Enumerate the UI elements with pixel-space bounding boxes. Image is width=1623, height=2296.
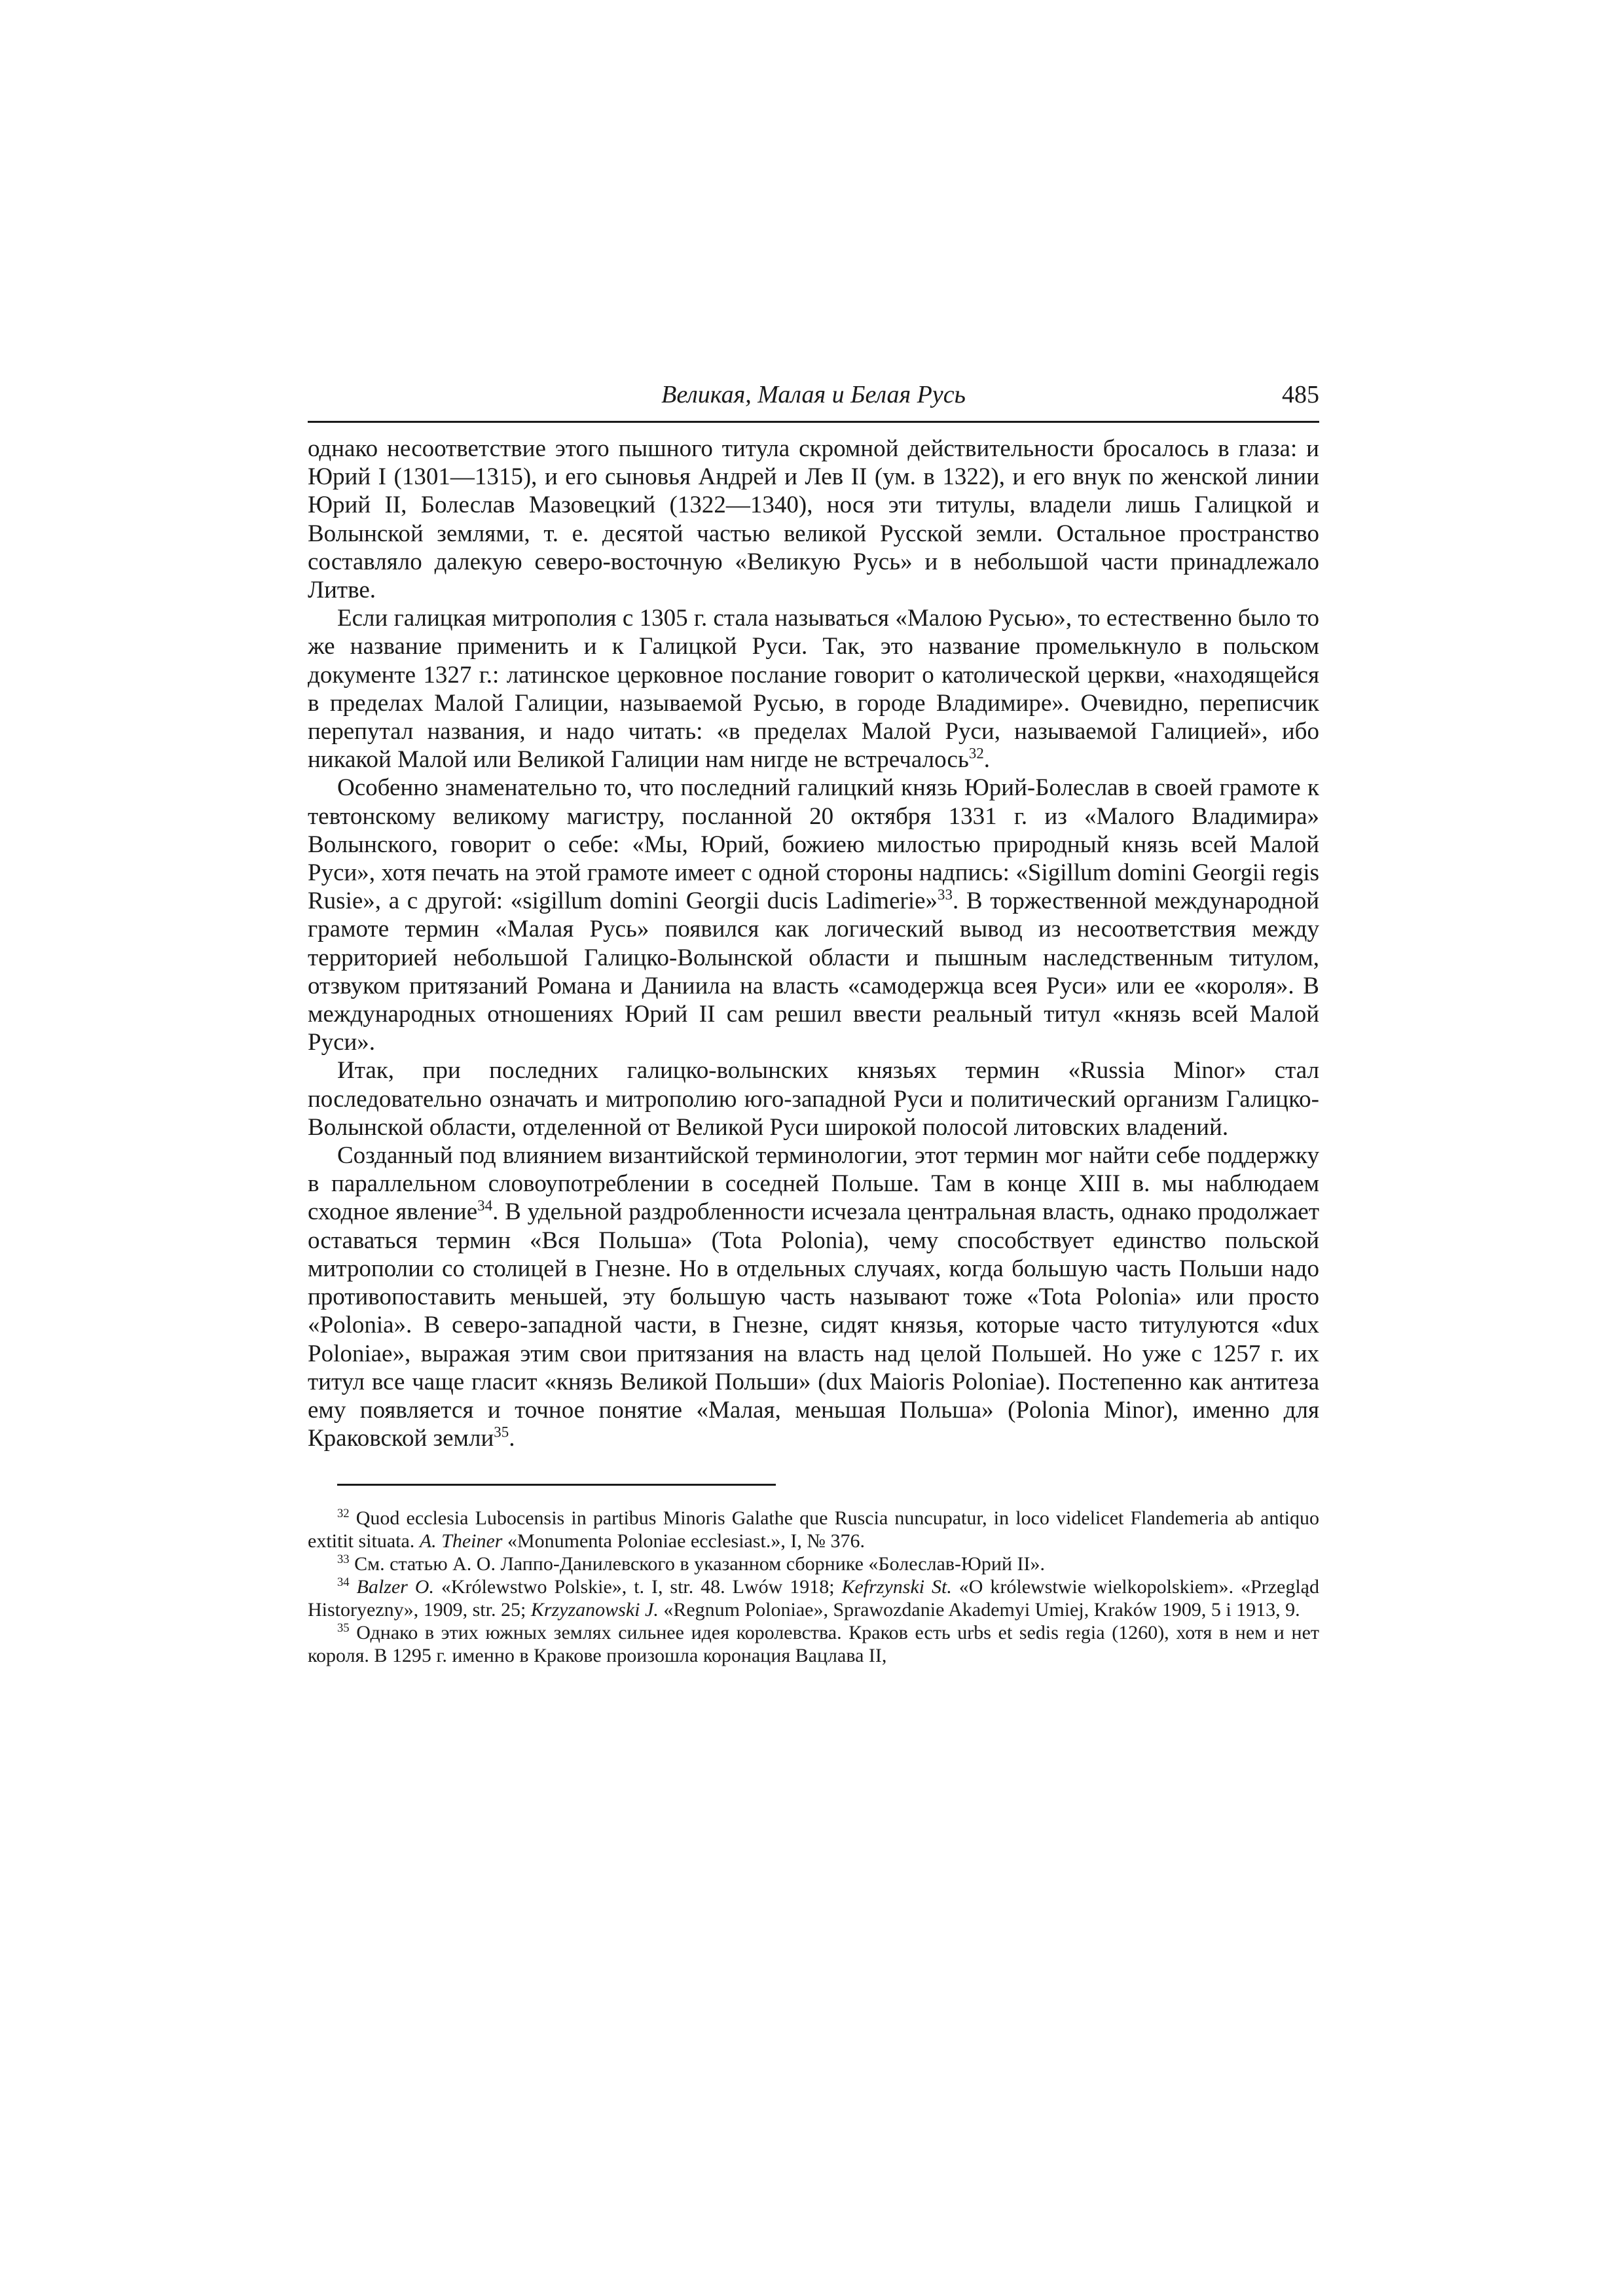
footnotes: [308, 1507, 1319, 1667]
text-segment: «Regnum Poloniae», Sprawozdanie Akademyi Umiej, Kraków 1909, 5 i 1913, 9.: [658, 1599, 1300, 1621]
footnote-marker: 33: [938, 886, 953, 903]
text-segment: .: [509, 1425, 515, 1452]
paragraph: [308, 774, 1319, 1056]
footnote-separator: [337, 1484, 776, 1486]
paragraph: [308, 1141, 1319, 1452]
text-segment: Итак, при последних галицко-волынских князьях термин «Russia Minor» стал последовательно означать и митрополию юго-западной Руси и политический организм Галицко-Волынской области, отделенной от Великой Руси широкой полосой литовских владений.: [308, 1057, 1319, 1141]
text-segment: Особенно знаменательно то, что последний галицкий князь Юрий-Болеслав в своей грамоте к тевтонскому великому магистру, посланной 20 октября 1331 г. из «Малого Владимира» Волынского, говорит о себе: «Мы, Юрий, божиею милостью природный князь всей Малой Руси», хотя печать на этой грамоте имеет с одной стороны надпись: «Sigillum domini Georgii regis Rusie», а с другой: «sigillum domini Georgii ducis Ladimerie»: [308, 774, 1319, 915]
text-segment: . В удельной раздробленности исчезала центральная власть, однако продолжает оставаться термин «Вся Польша» (Tota Polonia), чему способствует единство польской митрополии со столицей в Гнезне. Но в отдельных случаях, когда большую часть Польши надо противопоставить меньшей, эту большую часть называют тоже «Tota Polonia» или просто «Polonia». В северо-западной части, в Гнезне, сидят князья, которые часто титулуются «dux Poloniae», выражая этим свои притязания на власть над целой Польшей. Но уже с 1257 г. их титул все чаще гласит «князь Великой Польши» (dux Maioris Poloniae). Постепенно как антитеза ему появляется и точное понятие «Малая, меньшая Польша» (Polonia Minor), именно для Краковской земли: [308, 1198, 1319, 1452]
text-segment: «O królewstwie wielkopolskiem». «Przegląd Historyezny», 1909, str. 25;: [308, 1576, 1319, 1621]
text-segment: Quod ecclesia Lubocensis in partibus Minoris Galathe que Ruscia nuncupatur, in loco videlicet Flandemeria ab antiquo extitit situata.: [308, 1507, 1319, 1552]
footnote-marker: 35: [337, 1621, 350, 1636]
footnote-marker: 32: [337, 1507, 350, 1521]
text-segment: Если галицкая митрополия с 1305 г. стала называться «Малою Русью», то естественно было то же название применить и к Галицкой Руси. Так, это название промелькнуло в польском документе 1327 г.: латинское церковное послание говорит о католической церкви, «находящейся в пределах Малой Галиции, называемой Русью, в городе Владимире». Очевидно, переписчик перепутал названия, и надо читать: «в пределах Малой Руси, называемой Галицией», ибо никакой Малой или Великой Галиции нам нигде не встречалось: [308, 605, 1319, 774]
book-page: [308, 376, 1319, 1667]
footnote: [308, 1575, 1319, 1621]
footnote-marker: 35: [494, 1424, 509, 1441]
paragraph: [308, 604, 1319, 774]
footnote-marker: 32: [968, 745, 984, 762]
footnote-marker: 33: [337, 1552, 350, 1567]
page-number: 485: [1282, 381, 1319, 408]
paragraph: [308, 435, 1319, 604]
footnote: [308, 1507, 1319, 1552]
running-header: [308, 376, 1319, 423]
footnote-marker: 34: [337, 1575, 350, 1590]
paragraph: [308, 1056, 1319, 1141]
text-segment: .: [983, 746, 991, 774]
text-segment: . В торжественной международной грамоте термин «Малая Русь» появился как логический вывод из несоответствия между территорией небольшой Галицко-Волынской области и пышным наследственным титулом, отзвуком притязаний Романа и Даниила на власть «самодержца всея Руси» или ее «короля». В международных отношениях Юрий II сам решил ввести реальный титул «князь всей Малой Руси».: [308, 888, 1320, 1056]
body-text: [308, 435, 1319, 1452]
footnote: [308, 1552, 1319, 1575]
text-segment: «Monumenta Poloniae ecclesiast.», I, № 376.: [502, 1530, 865, 1552]
author-name: Balzer O.: [356, 1576, 434, 1598]
author-name: Krzyzanowski J.: [530, 1599, 659, 1621]
footnote: [308, 1621, 1319, 1667]
text-segment: Однако в этих южных землях сильнее идея королевства. Краков есть urbs et sedis regia (1260), хотя в нем и нет короля. В 1295 г. именно в Кракове произошла коронация Вацлава II,: [308, 1622, 1319, 1667]
text-segment: См. статью А. О. Лаппо-Данилевского в указанном сборнике «Болеслав-Юрий II».: [349, 1553, 1045, 1575]
text-segment: однако несоответствие этого пышного титула скромной действительности бросалось в глаза: и Юрий I (1301—1315), и его сыновья Андрей и Лев II (ум. в 1322), и его внук по женской линии Юрий II, Болеслав Мазовецкий (1322—1340), нося эти титулы, владели лишь Галицкой и Волынской землями, т. е. десятой частью великой Русской земли. Остальное пространство составляло далекую северо-восточную «Великую Русь» и в небольшой части принадлежало Литве.: [308, 435, 1319, 604]
author-name: Kefrzynski St.: [841, 1576, 952, 1598]
text-segment: Созданный под влиянием византийской терминологии, этот термин мог найти себе поддержку в параллельном словоупотреблении в соседней Польше. Там в конце XIII в. мы наблюдаем сходное явление: [308, 1142, 1319, 1226]
running-title: Великая, Малая и Белая Русь: [661, 381, 966, 408]
author-name: A. Theiner: [419, 1530, 503, 1552]
text-segment: «Królewstwo Polskie», t. I, str. 48. Lwów 1918;: [433, 1576, 842, 1598]
footnote-marker: 34: [477, 1198, 493, 1215]
text-segment: [350, 1576, 357, 1598]
